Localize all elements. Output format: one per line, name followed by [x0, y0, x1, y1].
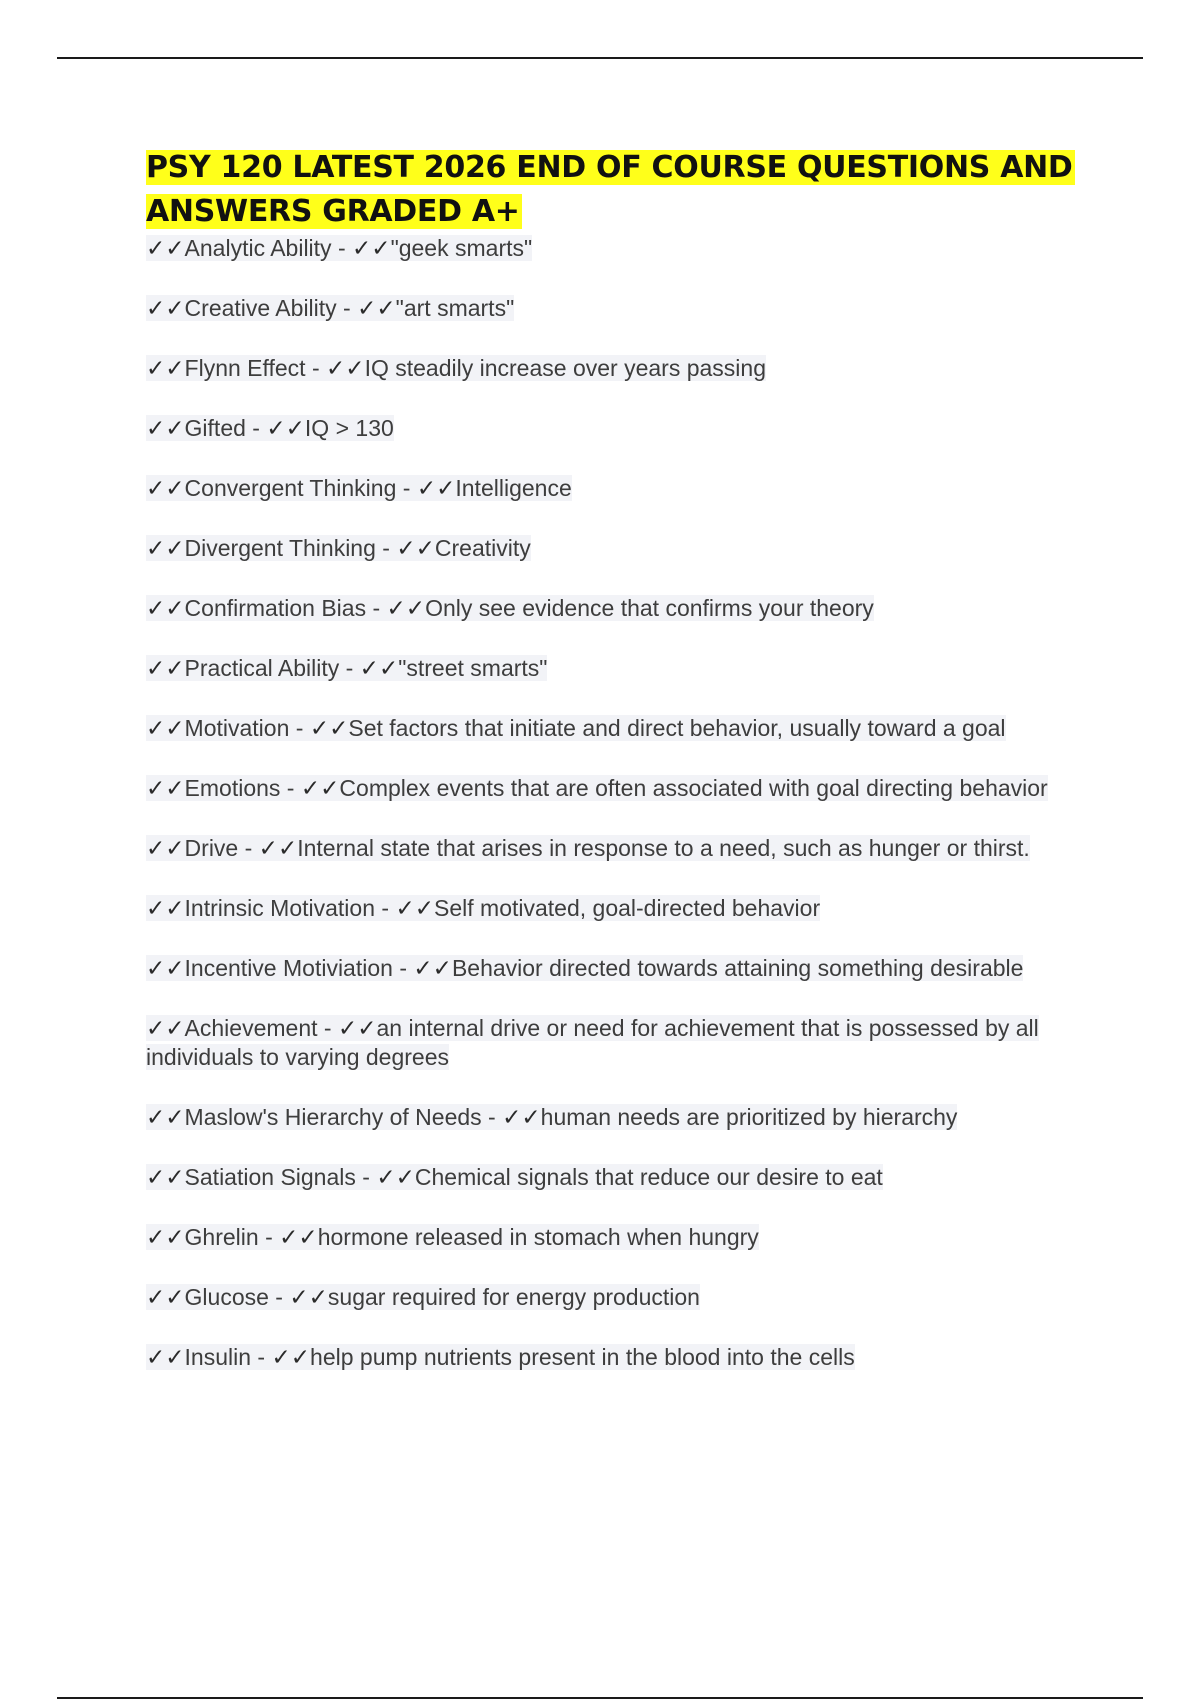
qa-item-text: [146, 235, 532, 261]
qa-definition: IQ > 130: [304, 415, 394, 441]
double-check-icon: ✓✓: [266, 415, 305, 441]
qa-separator: -: [268, 1284, 290, 1310]
qa-definition: sugar required for energy production: [327, 1284, 700, 1310]
double-check-icon: ✓✓: [376, 1164, 415, 1190]
qa-definition: IQ steadily increase over years passing: [364, 355, 766, 381]
qa-item: [146, 294, 1086, 323]
qa-term: Insulin: [184, 1344, 252, 1370]
double-check-icon: ✓✓: [146, 1104, 185, 1130]
qa-separator: -: [305, 355, 327, 381]
double-check-icon: ✓✓: [326, 355, 365, 381]
double-check-icon: ✓✓: [258, 835, 298, 861]
qa-list: [146, 234, 1086, 1372]
double-check-icon: ✓✓: [289, 1284, 328, 1310]
qa-definition: Self motivated, goal-directed behavior: [434, 895, 821, 921]
qa-term: Flynn Effect: [184, 355, 306, 381]
qa-separator: -: [366, 595, 387, 621]
double-check-icon: ✓✓: [386, 595, 426, 621]
qa-item: [146, 354, 1086, 383]
qa-definition: Internal state that arises in response to a need, such as hunger or thirst.: [297, 835, 1030, 861]
qa-separator: -: [317, 1015, 338, 1041]
qa-definition: an internal drive or need for achievement that is possessed by all individuals to varying degrees: [146, 1015, 1039, 1070]
qa-item: [146, 1223, 1086, 1252]
qa-item-text: [146, 1284, 700, 1310]
qa-item: [146, 954, 1086, 983]
double-check-icon: ✓✓: [146, 1344, 185, 1370]
double-check-icon: ✓✓: [146, 1015, 185, 1041]
double-check-icon: ✓✓: [300, 775, 340, 801]
qa-item-text: [146, 655, 547, 681]
qa-separator: -: [289, 715, 310, 741]
qa-item: [146, 894, 1086, 923]
qa-item: [146, 714, 1086, 743]
qa-separator: -: [481, 1104, 503, 1130]
qa-item: [146, 234, 1086, 263]
double-check-icon: ✓✓: [337, 1015, 377, 1041]
qa-term: Drive: [184, 835, 239, 861]
qa-item-text: [146, 355, 766, 381]
qa-separator: -: [396, 475, 417, 501]
qa-item: [146, 414, 1086, 443]
qa-term: Ghrelin: [184, 1224, 259, 1250]
double-check-icon: ✓✓: [146, 895, 185, 921]
qa-definition: Intelligence: [455, 475, 572, 501]
double-check-icon: ✓✓: [502, 1104, 541, 1130]
qa-separator: -: [331, 235, 353, 261]
qa-item: [146, 654, 1086, 683]
qa-item: [146, 834, 1086, 863]
qa-term: Analytic Ability: [184, 235, 332, 261]
qa-item: [146, 474, 1086, 503]
qa-separator: -: [336, 295, 358, 321]
qa-item-text: [146, 535, 531, 561]
qa-definition: Creativity: [434, 535, 531, 561]
qa-item-text: [146, 1224, 759, 1250]
bottom-divider: [57, 1697, 1143, 1699]
double-check-icon: ✓✓: [271, 1344, 311, 1370]
qa-item: [146, 1014, 1086, 1072]
document-body: [146, 146, 1086, 1403]
qa-separator: -: [339, 655, 360, 681]
double-check-icon: ✓✓: [146, 1164, 185, 1190]
qa-item: [146, 1103, 1086, 1132]
qa-item-text: [146, 595, 874, 621]
qa-term: Practical Ability: [184, 655, 340, 681]
qa-item: [146, 774, 1086, 803]
qa-separator: -: [375, 895, 396, 921]
document-title-text: PSY 120 LATEST 2026 END OF COURSE QUESTIONS AND ANSWERS GRADED A+: [146, 150, 1073, 229]
qa-item-text: [146, 775, 1048, 801]
qa-separator: -: [258, 1224, 280, 1250]
qa-term: Incentive Motiviation: [184, 955, 393, 981]
top-divider: [57, 57, 1143, 59]
qa-item-text: [146, 715, 1006, 741]
qa-term: Motivation: [184, 715, 290, 741]
qa-item: [146, 534, 1086, 563]
qa-item-text: [146, 895, 820, 921]
double-check-icon: ✓✓: [146, 655, 185, 681]
qa-term: Achievement: [184, 1015, 318, 1041]
qa-definition: "geek smarts": [390, 235, 533, 261]
qa-term: Convergent Thinking: [184, 475, 397, 501]
qa-definition: "art smarts": [395, 295, 515, 321]
double-check-icon: ✓✓: [396, 535, 435, 561]
qa-term: Glucose: [184, 1284, 269, 1310]
double-check-icon: ✓✓: [146, 595, 185, 621]
double-check-icon: ✓✓: [146, 535, 185, 561]
qa-item-text: [146, 415, 394, 441]
double-check-icon: ✓✓: [395, 895, 435, 921]
double-check-icon: ✓✓: [359, 655, 399, 681]
double-check-icon: ✓✓: [357, 295, 396, 321]
qa-item: [146, 1283, 1086, 1312]
qa-term: Intrinsic Motivation: [184, 895, 376, 921]
qa-definition: human needs are prioritized by hierarchy: [540, 1104, 958, 1130]
qa-definition: Behavior directed towards attaining something desirable: [451, 955, 1024, 981]
qa-term: Divergent Thinking: [184, 535, 376, 561]
double-check-icon: ✓✓: [146, 295, 185, 321]
qa-term: Creative Ability: [184, 295, 337, 321]
qa-definition: "street smarts": [398, 655, 548, 681]
qa-item-text: [146, 475, 572, 501]
qa-definition: Chemical signals that reduce our desire to eat: [414, 1164, 883, 1190]
qa-separator: -: [238, 835, 259, 861]
qa-definition: Only see evidence that confirms your theory: [425, 595, 874, 621]
qa-separator: -: [355, 1164, 377, 1190]
qa-item-text: [146, 955, 1023, 981]
qa-item-text: [146, 1344, 855, 1370]
double-check-icon: ✓✓: [413, 955, 452, 981]
qa-separator: -: [280, 775, 301, 801]
qa-definition: Set factors that initiate and direct behavior, usually toward a goal: [348, 715, 1006, 741]
qa-separator: -: [245, 415, 267, 441]
qa-definition: help pump nutrients present in the blood into the cells: [310, 1344, 855, 1370]
double-check-icon: ✓✓: [146, 1224, 185, 1250]
double-check-icon: ✓✓: [352, 235, 391, 261]
qa-term: Maslow's Hierarchy of Needs: [184, 1104, 482, 1130]
double-check-icon: ✓✓: [416, 475, 456, 501]
qa-item-text: [146, 1164, 883, 1190]
double-check-icon: ✓✓: [146, 775, 185, 801]
qa-item-text: [146, 835, 1030, 861]
qa-separator: -: [251, 1344, 272, 1370]
document-title: [146, 146, 1086, 234]
double-check-icon: ✓✓: [146, 475, 185, 501]
qa-separator: -: [392, 955, 414, 981]
qa-definition: Complex events that are often associated with goal directing behavior: [339, 775, 1048, 801]
qa-term: Confirmation Bias: [184, 595, 367, 621]
qa-item-text: [146, 295, 514, 321]
qa-item: [146, 1343, 1086, 1372]
qa-item: [146, 1163, 1086, 1192]
double-check-icon: ✓✓: [146, 235, 185, 261]
qa-term: Satiation Signals: [184, 1164, 356, 1190]
double-check-icon: ✓✓: [146, 955, 185, 981]
qa-item-text: [146, 1104, 957, 1130]
qa-definition: hormone released in stomach when hungry: [317, 1224, 759, 1250]
double-check-icon: ✓✓: [146, 835, 185, 861]
qa-separator: -: [375, 535, 397, 561]
double-check-icon: ✓✓: [146, 355, 185, 381]
double-check-icon: ✓✓: [309, 715, 349, 741]
double-check-icon: ✓✓: [146, 715, 185, 741]
qa-term: Emotions: [184, 775, 281, 801]
double-check-icon: ✓✓: [146, 415, 185, 441]
double-check-icon: ✓✓: [146, 1284, 185, 1310]
qa-term: Gifted: [184, 415, 246, 441]
qa-item-text: [146, 1015, 1039, 1070]
qa-item: [146, 594, 1086, 623]
double-check-icon: ✓✓: [279, 1224, 318, 1250]
